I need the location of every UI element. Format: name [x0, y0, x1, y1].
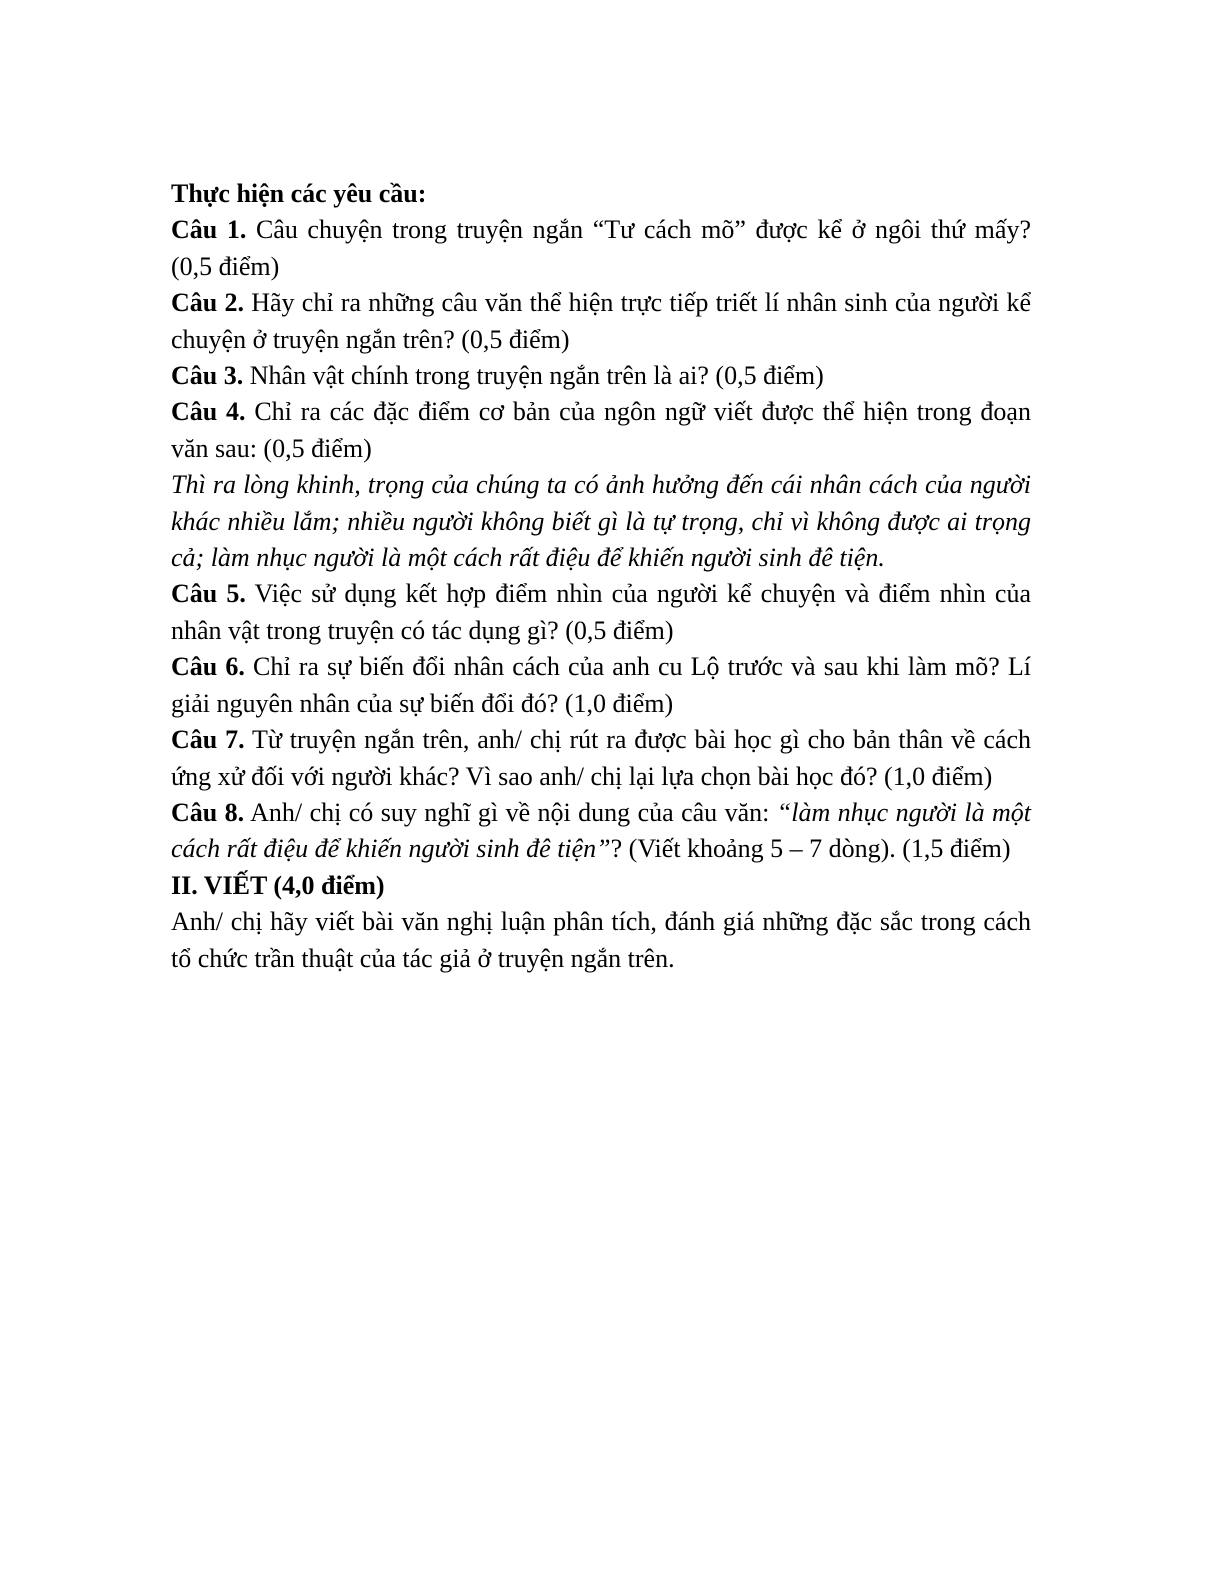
question-8	[171, 795, 1031, 868]
question-label: Câu 8.	[171, 797, 245, 827]
question-7	[171, 722, 1031, 795]
document-page	[171, 176, 1031, 977]
question-text-end: ? (Viết khoảng 5 – 7 dòng). (1,5 điểm)	[610, 834, 1011, 864]
question-text: Nhân vật chính trong truyện ngắn trên là ai? (0,5 điểm)	[243, 361, 824, 391]
section-2-prompt: Anh/ chị hãy viết bài văn nghị luận phân tích, đánh giá những đặc sắc trong cách tổ chức trần thuật của tác giả ở truyện ngắn trên.	[171, 907, 1031, 973]
inline-quote: “làm nhục người là một cách rất điệu để khiến người sinh đê tiện”	[171, 797, 1031, 864]
question-text: Anh/ chị có suy nghĩ gì về nội dung của câu văn:	[244, 797, 777, 827]
question-label: Câu 5.	[171, 579, 246, 609]
question-6	[171, 649, 1031, 722]
question-1	[171, 212, 1031, 285]
question-label: Câu 3.	[171, 361, 244, 391]
question-text: Câu chuyện trong truyện ngắn “Tư cách mõ” được kể ở ngôi thứ mấy? (0,5 điểm)	[171, 215, 1031, 281]
question-label: Câu 6.	[171, 652, 245, 682]
question-label: Câu 1.	[171, 215, 247, 245]
question-5	[171, 576, 1031, 649]
question-text: Chỉ ra sự biến đổi nhân cách của anh cu Lộ trước và sau khi làm mõ? Lí giải nguyên nhân của sự biến đổi đó? (1,0 điểm)	[171, 652, 1031, 718]
requirements-heading: Thực hiện các yêu cầu:	[171, 179, 427, 208]
question-label: Câu 4.	[171, 397, 246, 427]
question-label: Câu 7.	[171, 725, 245, 755]
question-2	[171, 285, 1031, 358]
question-4	[171, 394, 1031, 467]
question-text: Việc sử dụng kết hợp điểm nhìn của người kể chuyện và điểm nhìn của nhân vật trong truyện có tác dụng gì? (0,5 điểm)	[171, 579, 1031, 645]
quoted-passage: Thì ra lòng khinh, trọng của chúng ta có ảnh hưởng đến cái nhân cách của người khác nhiều lắm; nhiều người không biết gì là tự trọng, chỉ vì không được ai trọng cả; làm nhục người là một cách rất điệu để khiến người sinh đê tiện.	[171, 470, 1031, 573]
question-text: Chỉ ra các đặc điểm cơ bản của ngôn ngữ viết được thể hiện trong đoạn văn sau: (0,5 điểm)	[171, 397, 1031, 463]
section-2-title: II. VIẾT (4,0 điểm)	[171, 870, 385, 900]
question-label: Câu 2.	[171, 288, 244, 318]
question-text: Từ truyện ngắn trên, anh/ chị rút ra được bài học gì cho bản thân về cách ứng xử đối với người khác? Vì sao anh/ chị lại lựa chọn bài học đó? (1,0 điểm)	[171, 725, 1031, 791]
question-text: Hãy chỉ ra những câu văn thể hiện trực tiếp triết lí nhân sinh của người kể chuyện ở truyện ngắn trên? (0,5 điểm)	[171, 288, 1031, 354]
question-3	[171, 358, 1031, 394]
